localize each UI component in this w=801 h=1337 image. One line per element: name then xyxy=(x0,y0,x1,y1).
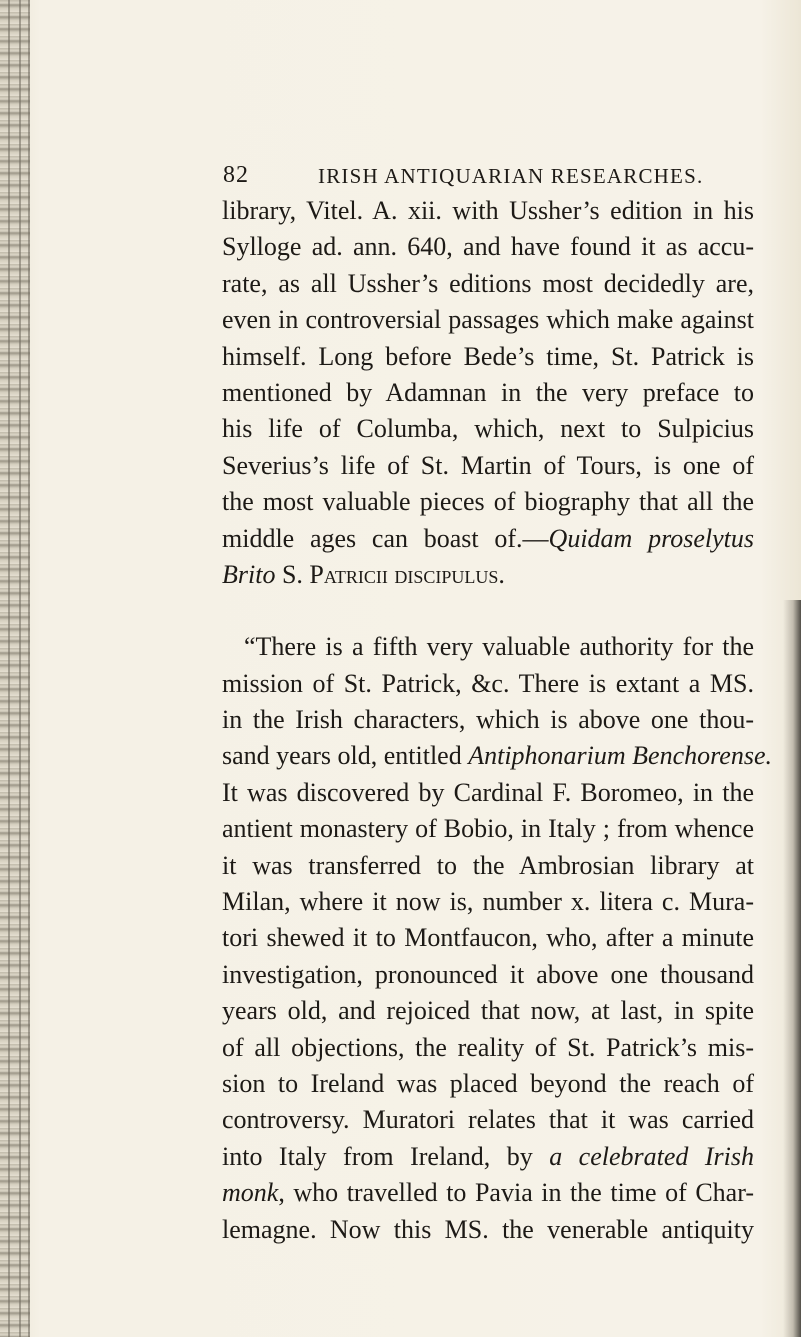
gutter-edge-line xyxy=(8,0,10,1337)
italic-text: Quidam proselytus xyxy=(548,523,754,553)
italic-text: a celebrated Irish xyxy=(549,1141,754,1171)
text-line xyxy=(222,738,772,774)
text-line xyxy=(222,1175,754,1211)
text-line xyxy=(222,521,754,557)
text-line: mentioned by Adamnan in the very preface to xyxy=(222,377,754,407)
italic-text: monk xyxy=(222,1178,279,1208)
running-head: IRISH ANTIQUARIAN RESEARCHES. xyxy=(318,164,704,188)
text-line: in the Irish characters, which is above one thou- xyxy=(222,705,754,735)
text-line: of all objections, the reality of St. Patrick’s mis- xyxy=(222,1032,754,1062)
text-line: controversy. Muratori relates that it was carried xyxy=(222,1105,754,1135)
text-line: tori shewed it to Montfaucon, who, after a minute xyxy=(222,923,754,953)
text-line: “There is a fifth very valuable authority for the xyxy=(244,632,754,662)
small-caps-text: Patricii discipulus. xyxy=(309,559,505,589)
text-run: sand years old, entitled xyxy=(222,741,469,771)
page-number: 82 xyxy=(223,162,249,188)
text-line: himself. Long before Bede’s time, St. Patrick is xyxy=(222,341,754,371)
text-line xyxy=(222,1139,754,1175)
text-line: mission of St. Patrick, &c. There is extant a MS. xyxy=(222,668,754,698)
italic-text: Antiphonarium Benchorense. xyxy=(468,741,772,771)
text-run: middle ages can boast of.— xyxy=(222,523,549,553)
text-line: lemagne. Now this MS. the venerable antiquity xyxy=(222,1214,754,1244)
text-line: rate, as all Ussher’s editions most decidedly are, xyxy=(222,268,754,298)
text-line: investigation, pronounced it above one thousand xyxy=(222,959,754,989)
italic-text: Brito xyxy=(222,559,276,589)
text-run: into Italy from Ireland, by xyxy=(222,1141,550,1171)
text-line: Severius’s life of St. Martin of Tours, is one of xyxy=(222,450,754,480)
text-run: S. xyxy=(275,559,310,589)
gutter-edge-line xyxy=(28,0,30,1337)
paragraph-gap xyxy=(222,593,754,629)
body-text xyxy=(222,193,772,1248)
text-line: years old, and rejoiced that now, at last, in spite xyxy=(222,996,754,1026)
text-run: , who travelled to Pavia in the time of Char- xyxy=(278,1178,754,1208)
text-line: library, Vitel. A. xii. with Ussher’s edition in his xyxy=(222,196,754,225)
gutter-edge-line xyxy=(19,0,21,1337)
text-line: even in controversial passages which make against xyxy=(222,305,754,335)
text-line: It was discovered by Cardinal F. Boromeo, in the xyxy=(222,777,754,807)
text-line: his life of Columba, which, next to Sulpicius xyxy=(222,414,754,444)
page-edge-shadow xyxy=(783,600,801,1337)
text-line: sion to Ireland was placed beyond the reach of xyxy=(222,1068,754,1098)
text-line xyxy=(222,557,754,593)
text-line: it was transferred to the Ambrosian library at xyxy=(222,850,754,880)
binding-gutter xyxy=(0,0,30,1337)
text-line: Milan, where it now is, number x. litera c. Mura- xyxy=(222,887,754,917)
text-line: Sylloge ad. ann. 640, and have found it as accu- xyxy=(222,232,754,262)
text-line: the most valuable pieces of biography that all the xyxy=(222,487,754,517)
text-line: antient monastery of Bobio, in Italy ; from whence xyxy=(222,814,754,844)
